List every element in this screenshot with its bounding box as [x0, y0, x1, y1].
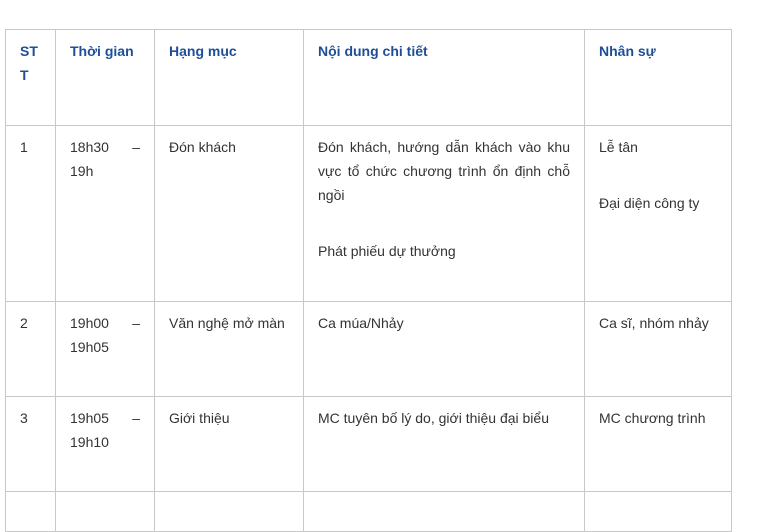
time-end: 19h	[70, 163, 94, 179]
header-staff: Nhân sự	[585, 30, 732, 126]
time-start: 19h05 –	[70, 410, 140, 426]
cell-staff	[585, 302, 732, 397]
table-row	[6, 302, 732, 397]
table-row	[6, 126, 732, 302]
time-start: 18h30 –	[70, 139, 140, 155]
time-end: 19h10	[70, 434, 109, 450]
cell-details	[304, 126, 585, 302]
cell-empty	[56, 492, 155, 532]
cell-time	[56, 302, 155, 397]
header-details: Nội dung chi tiết	[304, 30, 585, 126]
cell-staff	[585, 126, 732, 302]
cell-staff	[585, 397, 732, 492]
cell-category: Đón khách	[155, 126, 304, 302]
cell-stt: 3	[6, 397, 56, 492]
cell-empty	[155, 492, 304, 532]
table-row-partial	[6, 492, 732, 532]
table-row	[6, 397, 732, 492]
cell-details	[304, 302, 585, 397]
details-line: Đón khách, hướng dẫn khách vào khu vực tổ chức chương trình ổn định chỗ ngồi	[318, 139, 570, 203]
header-category: Hạng mục	[155, 30, 304, 126]
details-line: Ca múa/Nhảy	[318, 315, 404, 331]
staff-line: Ca sĩ, nhóm nhảy	[599, 315, 709, 331]
header-time: Thời gian	[56, 30, 155, 126]
cell-stt: 1	[6, 126, 56, 302]
cell-empty	[585, 492, 732, 532]
staff-line: Đại diện công ty	[599, 195, 700, 211]
cell-category: Giới thiệu	[155, 397, 304, 492]
time-end: 19h05	[70, 339, 109, 355]
cell-details	[304, 397, 585, 492]
cell-time	[56, 397, 155, 492]
program-table	[5, 29, 732, 532]
cell-empty	[6, 492, 56, 532]
details-line: MC tuyên bố lý do, giới thiệu đại biểu	[318, 410, 549, 426]
cell-stt: 2	[6, 302, 56, 397]
header-stt: ST T	[6, 30, 56, 126]
staff-line: Lễ tân	[599, 139, 638, 155]
staff-line: MC chương trình	[599, 410, 706, 426]
details-line: Phát phiếu dự thưởng	[318, 243, 456, 259]
cell-category: Văn nghệ mở màn	[155, 302, 304, 397]
cell-time	[56, 126, 155, 302]
table-header-row	[6, 30, 732, 126]
cell-empty	[304, 492, 585, 532]
time-start: 19h00 –	[70, 315, 140, 331]
